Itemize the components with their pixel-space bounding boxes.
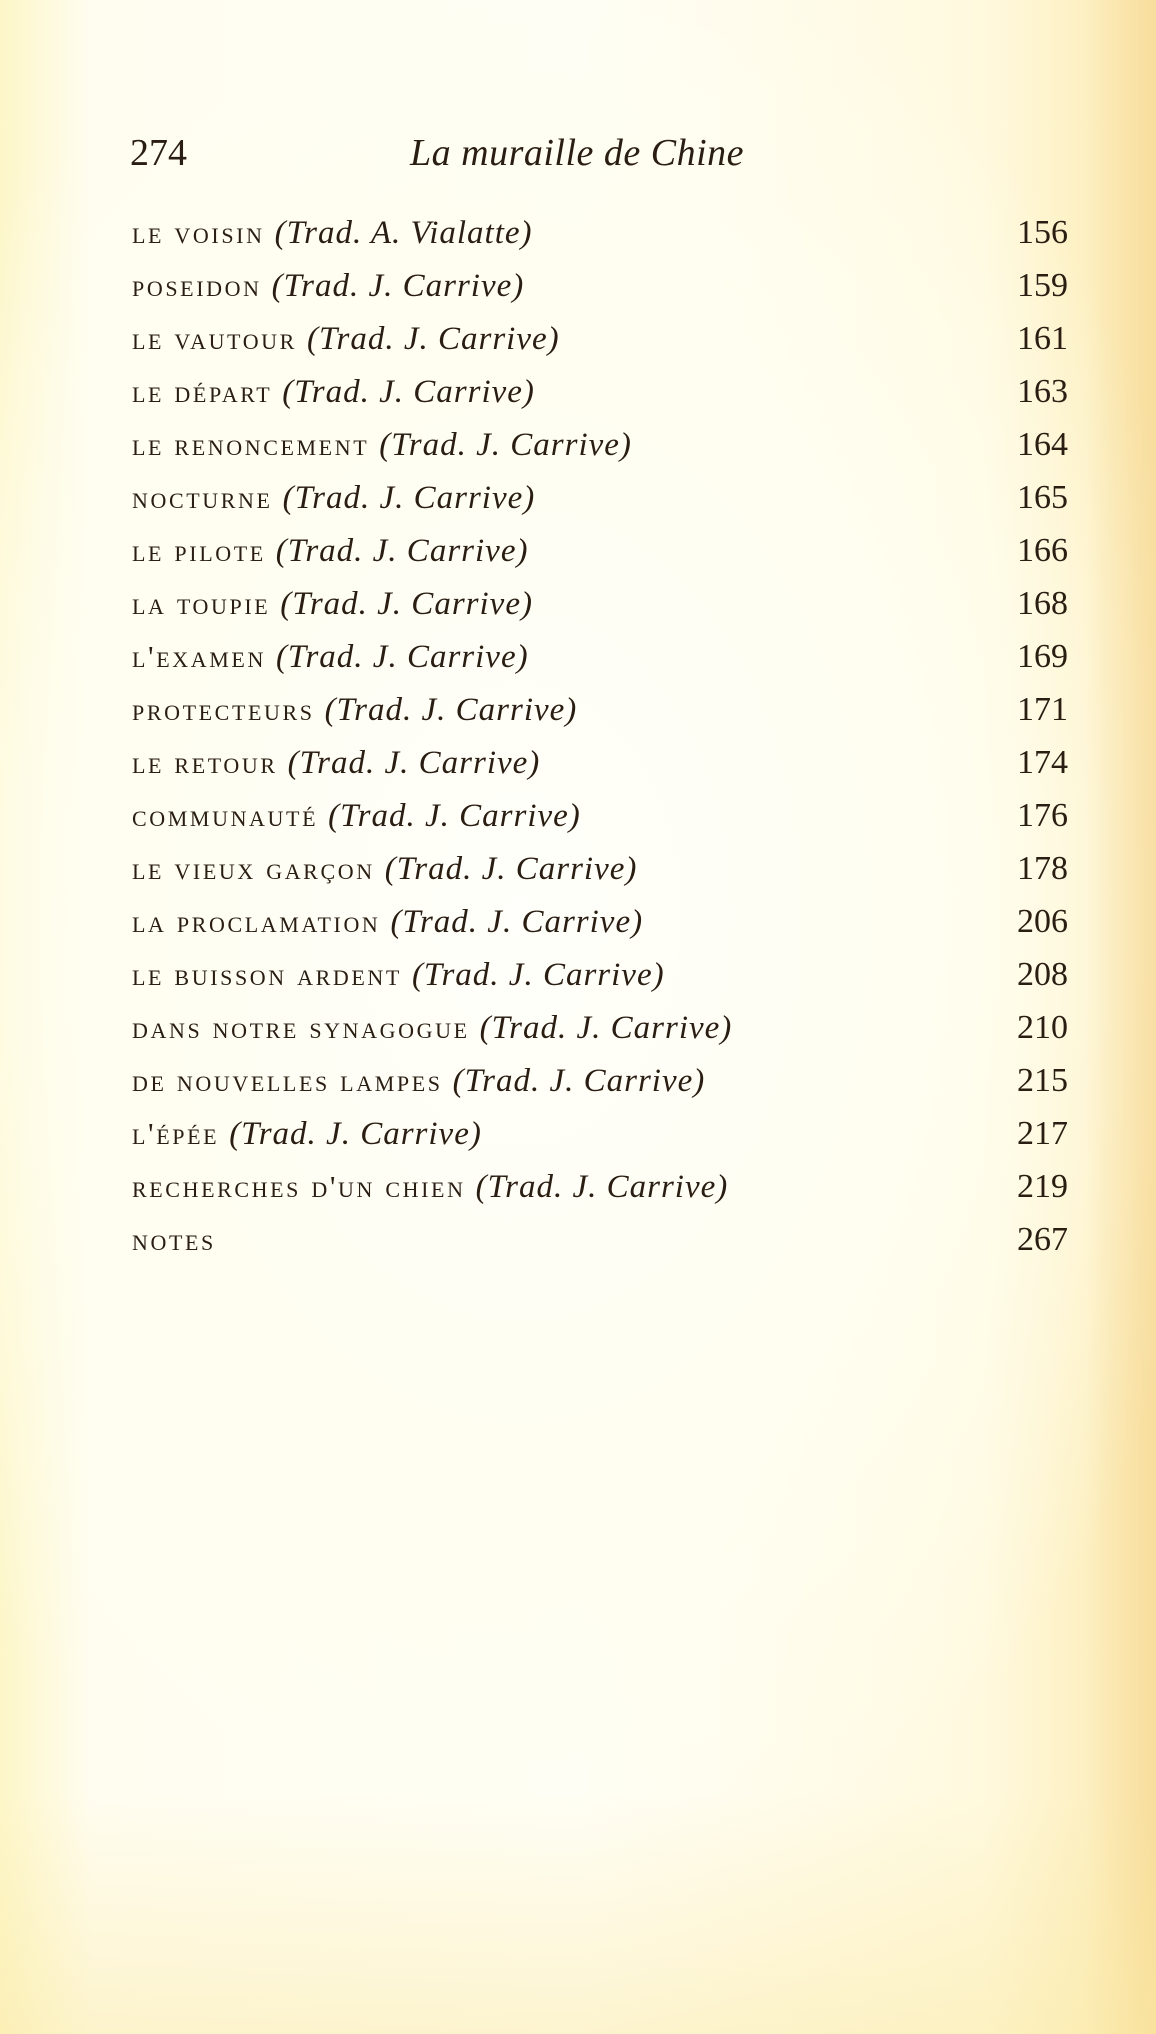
toc-entry-translator: (Trad. J. Carrive) (280, 586, 533, 622)
toc-entry-translator: (Trad. J. Carrive) (275, 639, 529, 675)
toc-entry-translator: (Trad. J. Carrive) (452, 1063, 706, 1099)
toc-entry-title: le renoncement (132, 427, 370, 462)
toc-entry-translator: (Trad. J. Carrive) (271, 268, 525, 304)
toc-entry (130, 1001, 1068, 1054)
toc-entry-page: 210 (1017, 1009, 1068, 1046)
toc-entry (130, 312, 1068, 365)
toc-entry-title: le vautour (132, 321, 297, 356)
toc-entry-page: 171 (1017, 691, 1068, 728)
toc-entry (130, 1160, 1068, 1213)
toc-entry-page: 208 (1017, 956, 1068, 993)
toc-entry-page: 169 (1017, 638, 1068, 675)
toc-entry-translator: (Trad. J. Carrive) (390, 904, 644, 940)
toc-entry-page: 161 (1017, 320, 1068, 357)
toc-entry-title: la proclamation (132, 904, 381, 939)
toc-entry-title: le voisin (132, 215, 265, 250)
toc-entry-title: le pilote (132, 533, 266, 568)
toc-entry-page: 163 (1017, 373, 1068, 410)
toc-entry-page: 178 (1017, 850, 1068, 887)
toc-entry-title: le vieux garçon (132, 851, 375, 886)
toc-entry-translator: (Trad. J. Carrive) (411, 957, 665, 993)
toc-entry-translator: (Trad. J. Carrive) (287, 745, 541, 781)
toc-entry-translator: (Trad. J. Carrive) (275, 533, 529, 569)
toc-entry-title: poseidon (132, 268, 262, 303)
toc-entry-page: 267 (1017, 1221, 1068, 1258)
toc-entry (130, 1107, 1068, 1160)
toc-entry (130, 577, 1068, 630)
toc-entry (130, 206, 1068, 259)
toc-entry-translator: (Trad. J. Carrive) (306, 321, 560, 357)
toc-entry-page: 164 (1017, 426, 1068, 463)
toc-entry (130, 524, 1068, 577)
toc-entry (130, 471, 1068, 524)
toc-entry-translator: (Trad. J. Carrive) (324, 692, 578, 728)
toc-entry-title: communauté (132, 798, 319, 833)
toc-entry (130, 418, 1068, 471)
toc-entry-title: l'examen (132, 639, 266, 674)
toc-entry-title: de nouvelles lampes (132, 1063, 443, 1098)
toc-entry-translator: (Trad. J. Carrive) (479, 1010, 733, 1046)
toc-entry-translator: (Trad. J. Carrive) (282, 480, 536, 516)
toc-entry (130, 895, 1068, 948)
toc-entry-page: 156 (1017, 214, 1068, 251)
toc-entry-page: 166 (1017, 532, 1068, 569)
running-title: La muraille de Chine (410, 132, 745, 174)
toc-entry (130, 948, 1068, 1001)
toc-entry-translator: (Trad. A. Vialatte) (274, 215, 533, 251)
toc-entry (130, 1054, 1068, 1107)
table-of-contents (130, 206, 1068, 1266)
toc-entry-title: le retour (132, 745, 278, 780)
toc-entry-page: 217 (1017, 1115, 1068, 1152)
page-header (130, 128, 1070, 178)
toc-entry-translator: (Trad. J. Carrive) (475, 1169, 729, 1205)
toc-entry-translator: (Trad. J. Carrive) (379, 427, 632, 463)
toc-entry-page: 215 (1017, 1062, 1068, 1099)
toc-entry (130, 630, 1068, 683)
toc-entry-page: 168 (1017, 585, 1068, 622)
toc-entry-title: dans notre synagogue (132, 1010, 470, 1045)
page-number: 274 (130, 132, 187, 174)
paper-bottom-shading (0, 1794, 1156, 2034)
toc-entry-title: notes (132, 1222, 216, 1257)
toc-entry-title: protecteurs (132, 692, 315, 727)
toc-entry (130, 259, 1068, 312)
toc-entry-page: 159 (1017, 267, 1068, 304)
toc-entry-title: l'épée (132, 1116, 220, 1151)
toc-entry-page: 176 (1017, 797, 1068, 834)
toc-entry-title: la toupie (132, 586, 271, 621)
toc-entry-translator: (Trad. J. Carrive) (282, 374, 535, 410)
toc-entry-page: 219 (1017, 1168, 1068, 1205)
toc-entry-page: 165 (1017, 479, 1068, 516)
toc-entry (130, 736, 1068, 789)
toc-entry (130, 365, 1068, 418)
toc-entry-translator: (Trad. J. Carrive) (384, 851, 638, 887)
toc-entry-title: nocturne (132, 480, 273, 515)
toc-entry (130, 842, 1068, 895)
toc-entry-page: 206 (1017, 903, 1068, 940)
toc-entry-page: 174 (1017, 744, 1068, 781)
paper-edge-shading (1086, 0, 1156, 2034)
toc-entry (130, 683, 1068, 736)
toc-entry-title: recherches d'un chien (132, 1169, 466, 1204)
toc-entry-translator: (Trad. J. Carrive) (229, 1116, 482, 1152)
toc-entry-title: le départ (132, 374, 273, 409)
toc-entry-translator: (Trad. J. Carrive) (328, 798, 581, 834)
toc-entry (130, 789, 1068, 842)
toc-entry-title: le buisson ardent (132, 957, 402, 992)
toc-entry (130, 1213, 1068, 1266)
